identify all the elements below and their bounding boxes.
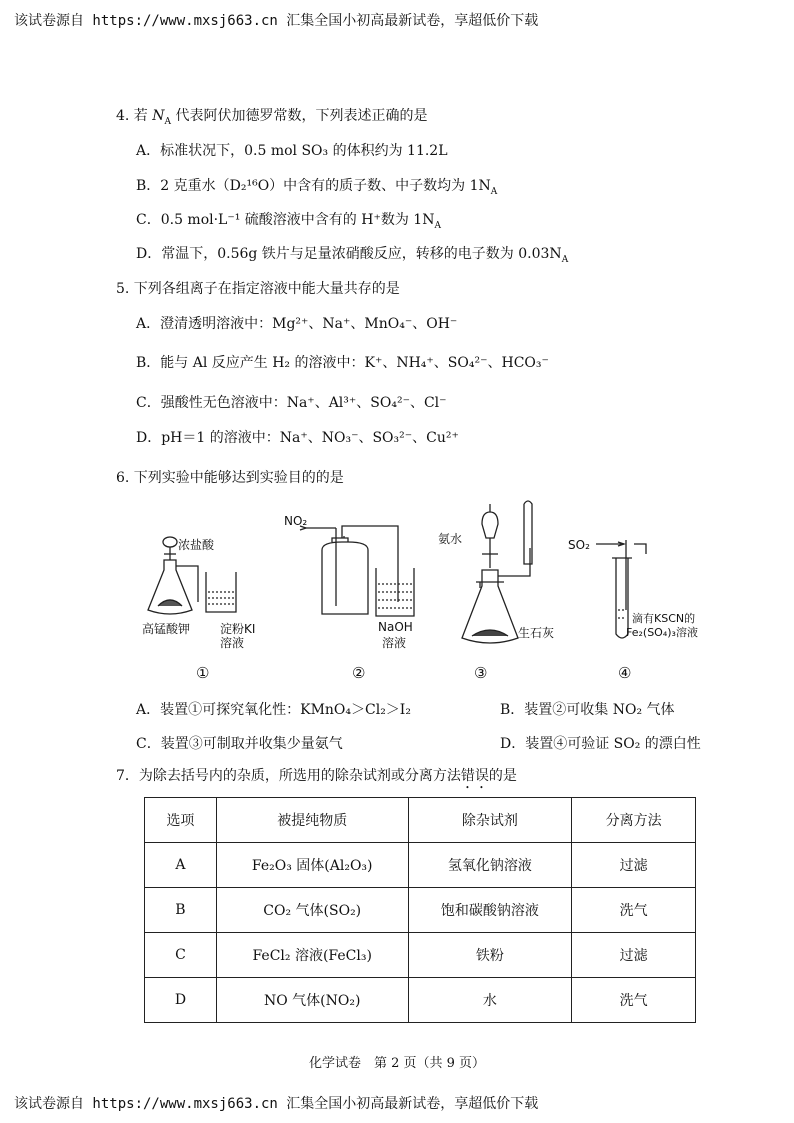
- q4-option-b: B．2 克重水（D₂¹⁶O）中含有的质子数、中子数均为 $1N_A$: [136, 178, 498, 197]
- table-cell: 洗气: [572, 978, 696, 1023]
- q5-stem: 5. 下列各组离子在指定溶液中能大量共存的是: [116, 281, 400, 297]
- table-cell: 铁粉: [408, 933, 572, 978]
- q4-stem: 4. 若 $N_A$ 代表阿伏加德罗常数，下列表述正确的是: [116, 108, 428, 127]
- label-kscn-1: 滴有KSCN的: [632, 612, 696, 625]
- header-option: 选项: [145, 798, 217, 843]
- q6-stem: 6. 下列实验中能够达到实验目的的是: [116, 470, 344, 486]
- q7-table: [144, 797, 696, 1023]
- label-kmno4: 高锰酸钾: [142, 622, 191, 636]
- q6-option-b: B．装置②可收集 NO₂ 气体: [500, 702, 675, 718]
- header-method: 分离方法: [572, 798, 696, 843]
- table-row: [145, 933, 696, 978]
- apparatus-number-3: ③: [474, 664, 488, 682]
- label-conc-hcl: 浓盐酸: [178, 538, 215, 552]
- apparatus-number-2: ②: [352, 664, 366, 682]
- label-starch-ki: 淀粉KI: [220, 622, 256, 636]
- q5-option-b: B．能与 Al 反应产生 H₂ 的溶液中：K⁺、NH₄⁺、SO₄²⁻、HCO₃⁻: [136, 355, 549, 371]
- apparatus-number-4: ④: [618, 664, 632, 682]
- table-row: [145, 978, 696, 1023]
- label-naoh-solution: 溶液: [382, 636, 407, 650]
- header-substance: 被提纯物质: [216, 798, 408, 843]
- q6-option-a: A．装置①可探究氧化性：KMnO₄＞Cl₂＞I₂: [136, 702, 411, 718]
- q4-option-d: D．常温下，0.56g 铁片与足量浓硝酸反应，转移的电子数为 $0.03N_A$: [136, 246, 569, 265]
- table-header-row: [145, 798, 696, 843]
- table-cell: D: [145, 978, 217, 1023]
- label-naoh: NaOH: [378, 620, 413, 634]
- table-cell: FeCl₂ 溶液(FeCl₃): [216, 933, 408, 978]
- q5-option-c: C．强酸性无色溶液中：Na⁺、Al³⁺、SO₄²⁻、Cl⁻: [136, 395, 447, 411]
- label-no2: NO₂: [284, 514, 308, 528]
- header-reagent: 除杂试剂: [408, 798, 572, 843]
- label-ammonia-water: 氨水: [438, 532, 463, 546]
- table-cell: 洗气: [572, 888, 696, 933]
- table-cell: NO 气体(NO₂): [216, 978, 408, 1023]
- table-cell: 水: [408, 978, 572, 1023]
- experiment-apparatus-figure: [136, 498, 726, 688]
- q6-option-c: C．装置③可制取并收集少量氨气: [136, 736, 343, 752]
- page-footer: 化学试卷 第 2 页（共 9 页）: [308, 1056, 486, 1071]
- table-cell: B: [145, 888, 217, 933]
- q5-option-d: D．pH＝1 的溶液中：Na⁺、NO₃⁻、SO₃²⁻、Cu²⁺: [136, 430, 459, 446]
- q7-stem: 7．为除去括号内的杂质，所选用的除杂试剂或分离方法错误的是: [116, 768, 517, 784]
- table-cell: 过滤: [572, 933, 696, 978]
- label-kscn-2: Fe₂(SO₄)₃溶液: [626, 626, 698, 639]
- label-quicklime: 生石灰: [518, 626, 555, 640]
- table-cell: A: [145, 843, 217, 888]
- table-cell: 氢氧化钠溶液: [408, 843, 572, 888]
- apparatus-drawing: [136, 498, 726, 688]
- table-cell: C: [145, 933, 217, 978]
- table-cell: CO₂ 气体(SO₂): [216, 888, 408, 933]
- source-banner-bottom: 该试卷源自 https://www.mxsj663.cn 汇集全国小初高最新试卷，享超低价下载: [14, 1096, 539, 1112]
- q4-option-a: A．标准状况下，0.5 mol SO₃ 的体积约为 11.2L: [136, 143, 448, 159]
- source-banner-top: 该试卷源自 https://www.mxsj663.cn 汇集全国小初高最新试卷，享超低价下载: [14, 13, 539, 29]
- q5-option-a: A．澄清透明溶液中：Mg²⁺、Na⁺、MnO₄⁻、OH⁻: [136, 316, 458, 332]
- table-row: [145, 888, 696, 933]
- table-cell: 过滤: [572, 843, 696, 888]
- table-row: [145, 843, 696, 888]
- label-solution-1: 溶液: [220, 636, 245, 650]
- apparatus-number-1: ①: [196, 664, 210, 682]
- q6-option-d: D．装置④可验证 SO₂ 的漂白性: [500, 736, 701, 752]
- table-cell: 饱和碳酸钠溶液: [408, 888, 572, 933]
- q4-option-c: C．0.5 mol·L⁻¹ 硫酸溶液中含有的 H⁺数为 $1N_A$: [136, 212, 441, 231]
- label-so2: SO₂: [568, 538, 590, 552]
- table-cell: Fe₂O₃ 固体(Al₂O₃): [216, 843, 408, 888]
